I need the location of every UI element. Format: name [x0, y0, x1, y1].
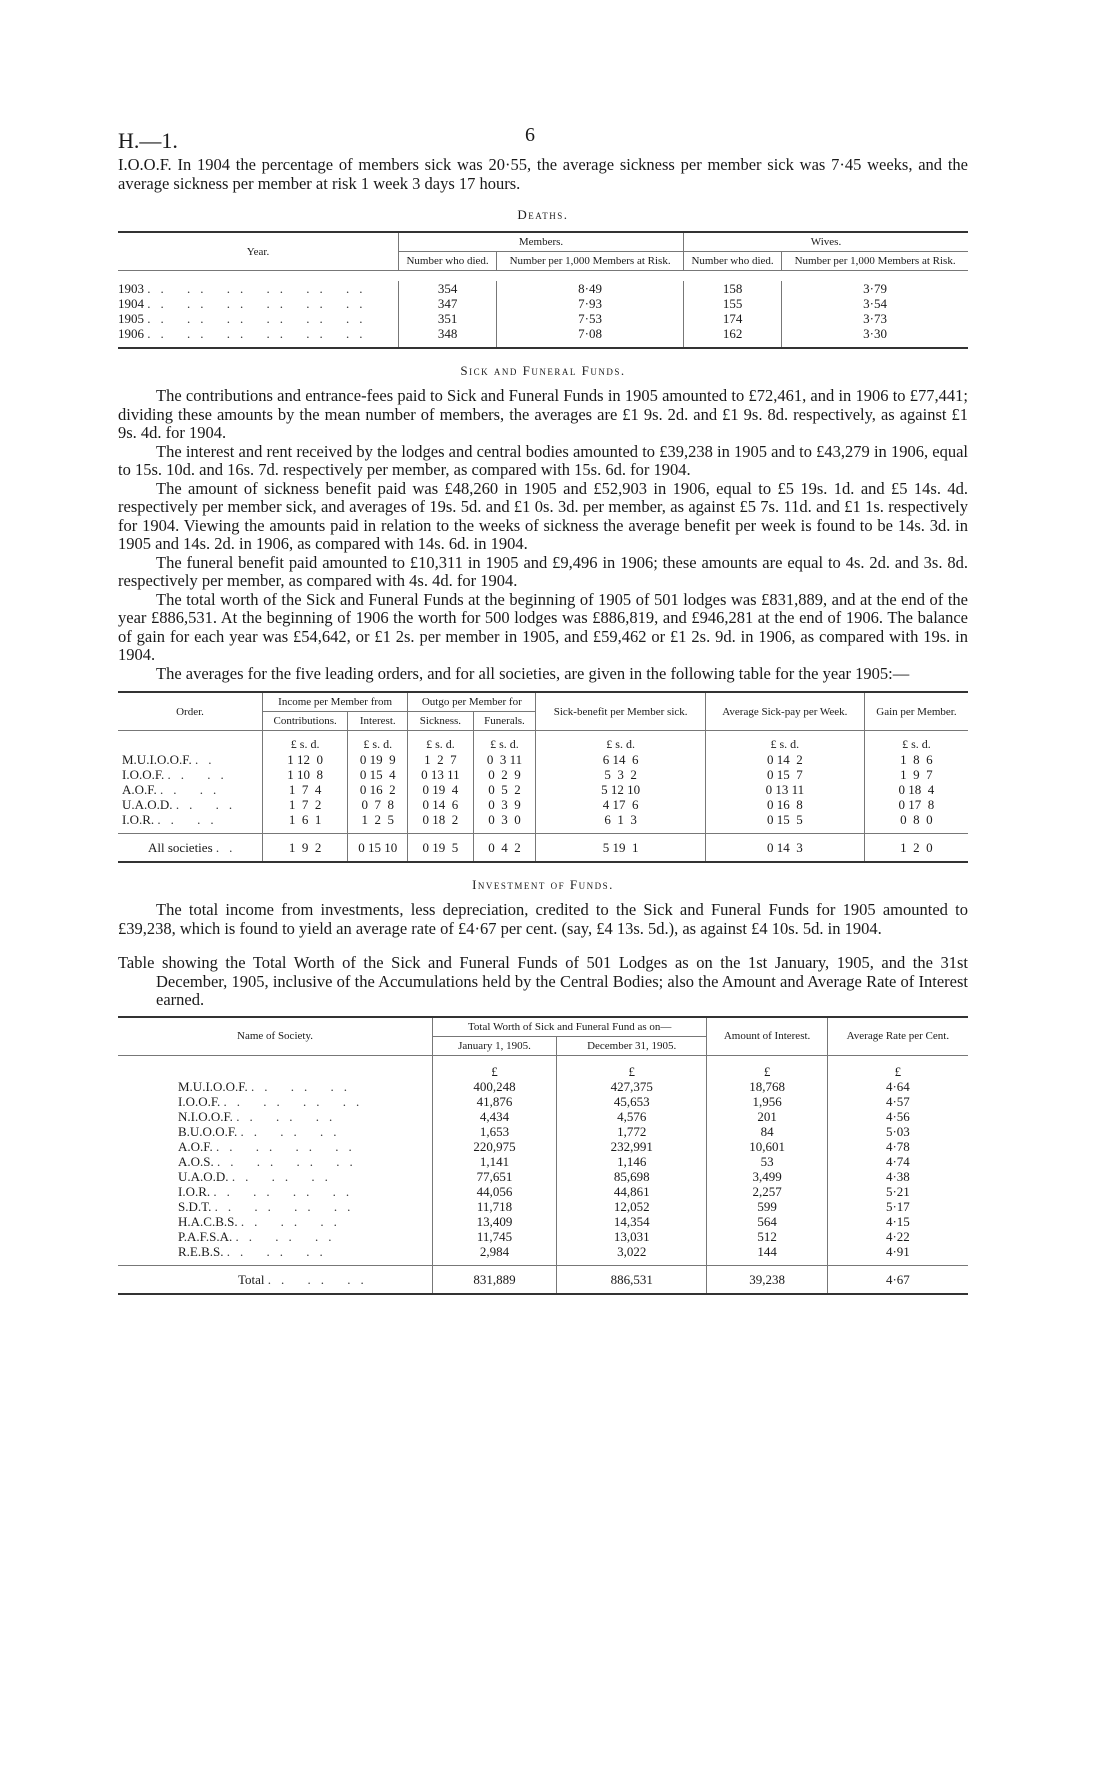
document-reference: H.—1.	[118, 128, 178, 153]
col-sickbenefit: Sick-benefit per Member sick.	[536, 692, 706, 731]
col-gain: Gain per Member.	[864, 692, 968, 731]
table-row: R.E.B.S. .. .. .. 2,984 3,022 144 4·91	[118, 1244, 968, 1266]
col-society: Name of Society.	[237, 1030, 313, 1042]
table-row: 1906 .. .. .. .. .. .. 348 7·08 162 3·30	[118, 326, 968, 348]
lsd-header-row: £ s. d. £ s. d. £ s. d. £ s. d. £ s. d. £ s. d. £ s. d.	[118, 731, 968, 753]
total-row: Total .. .. .. 831,889 886,531 39,238 4·67	[118, 1265, 968, 1294]
sick-funeral-paragraph: The amount of sickness benefit paid was £48,260 in 1905 and £52,903 in 1906, equal to £5 19s. 1d. and £5 14s. 4d. respectively per member sick, and averages of 19s. 5d. and £1 0s. 3d. per member, as against £5 7s. 11d. and £1 1s. respectively for 1904. Viewing the amounts paid in relation to the weeks of sickness the average benefit per week is found to be 14s. 3d. in 1905 and 14s. 2d. in 1906, as compared with 14s. 6d. in 1904.	[118, 478, 968, 553]
col-order: Order.	[176, 705, 204, 718]
col-january: January 1, 1905.	[433, 1036, 557, 1055]
page-header	[118, 110, 968, 153]
table-row: A.O.S. .. .. .. .. 1,141 1,146 53 4·74	[118, 1154, 968, 1169]
worth-table	[118, 1016, 968, 1295]
table-row: I.O.R. .. .. .. .. 44,056 44,861 2,257 5·21	[118, 1184, 968, 1199]
col-members-died: Number who died.	[399, 252, 497, 271]
table-row: S.D.T. .. .. .. .. 11,718 12,052 599 5·17	[118, 1199, 968, 1214]
col-total-worth: Total Worth of Sick and Funeral Fund as on—	[433, 1017, 707, 1037]
table-row: I.O.O.F. .. .. .. .. 41,876 45,653 1,956 4·57	[118, 1094, 968, 1109]
table-row: P.A.F.S.A. .. .. .. 11,745 13,031 512 4·22	[118, 1229, 968, 1244]
col-sickness: Sickness.	[408, 712, 473, 731]
unit-row: £ £ £ £	[118, 1055, 968, 1079]
col-income: Income per Member from	[263, 692, 408, 712]
table-row: A.O.F. .. .. 1 7 4 0 16 2 0 19 4 0 5 2 5 12 10 0 13 11 0 18 4	[118, 782, 968, 797]
table-row: I.O.O.F. .. .. 1 10 8 0 15 4 0 13 11 0 2 9 5 3 2 0 15 7 1 9 7	[118, 767, 968, 782]
col-outgo: Outgo per Member for	[408, 692, 536, 712]
table-row: U.A.O.D. .. .. .. 77,651 85,698 3,499 4·38	[118, 1169, 968, 1184]
col-december: December 31, 1905.	[557, 1036, 707, 1055]
table-row: B.U.O.O.F. .. .. .. 1,653 1,772 84 5·03	[118, 1124, 968, 1139]
table-row: A.O.F. .. .. .. .. 220,975 232,991 10,601 4·78	[118, 1139, 968, 1154]
col-wives-died: Number who died.	[684, 252, 782, 271]
sick-funeral-title: Sick and Funeral Funds.	[460, 363, 626, 378]
total-row: All societies .. 1 9 2 0 15 10 0 19 5 0 4 2 5 19 1 0 14 3 1 2 0	[118, 834, 968, 863]
page-number: 6	[525, 124, 535, 146]
table-caption: Table showing the Total Worth of the Sick and Funeral Funds of 501 Lodges as on the 1st January, 1905, and the 31st December, 1905, inclusive of the Accumulations held by the Central Bodies; also the Amount and Average Rate of Interest earned.	[118, 953, 968, 1009]
document-page	[118, 110, 968, 1295]
col-interest: Interest.	[348, 712, 408, 731]
col-average-rate: Average Rate per Cent.	[827, 1017, 968, 1056]
col-funerals: Funerals.	[473, 712, 536, 731]
investment-paragraph: The total income from investments, less depreciation, credited to the Sick and Funeral Funds for 1905 amounted to £39,238, which is found to yield an average rate of £4·67 per cent. (say, £4 13s. 5d.), as against £4 10s. 5d. in 1904.	[118, 900, 968, 938]
sick-funeral-paragraph: The total worth of the Sick and Funeral Funds at the beginning of 1905 of 501 lodges was £831,889, and at the end of the year £886,531. At the beginning of 1906 the worth for 500 lodges was £886,819, and £946,281 at the end of 1906. The balance of gain for each year was £54,642, or £1 2s. per member in 1905, and £59,462 or £1 2s. 9d. in 1906, as compared with 19s. in 1904.	[118, 589, 968, 664]
sick-funeral-paragraph: The averages for the five leading orders, and for all societies, are given in the following table for the year 1905:—	[156, 663, 910, 683]
table-row: 1905 .. .. .. .. .. .. 351 7·53 174 3·73	[118, 311, 968, 326]
col-wives-per1000: Number per 1,000 Members at Risk.	[782, 252, 968, 271]
col-contributions: Contributions.	[263, 712, 348, 731]
col-wives: Wives.	[684, 232, 968, 252]
averages-table	[118, 691, 968, 863]
deaths-table	[118, 231, 968, 349]
sick-funeral-paragraph: The interest and rent received by the lodges and central bodies amounted to £39,238 in 1905 and to £43,279 in 1906, equal to 15s. 10d. and 16s. 7d. respectively per member, as compared with 15s. 6d. for 1904.	[118, 441, 968, 479]
investment-title: Investment of Funds.	[472, 877, 614, 892]
sick-funeral-paragraph: The contributions and entrance-fees paid to Sick and Funeral Funds in 1905 amounted to £72,461, and in 1906 to £77,441; dividing these amounts by the mean number of members, the averages are £1 9s. 2d. and £1 9s. 8d. respectively, as against £1 9s. 4d. for 1904.	[118, 386, 968, 442]
table-row: 1904 .. .. .. .. .. .. 347 7·93 155 3·54	[118, 296, 968, 311]
deaths-title: Deaths.	[517, 207, 569, 222]
intro-paragraph: I.O.O.F. In 1904 the percentage of members sick was 20·55, the average sickness per member sick was 7·45 weeks, and the average sickness per member at risk 1 week 3 days 17 hours.	[118, 155, 968, 193]
col-members: Members.	[399, 232, 684, 252]
table-row: I.O.R. .. .. 1 6 1 1 2 5 0 18 2 0 3 0 6 1 3 0 15 5 0 8 0	[118, 812, 968, 834]
table-row: N.I.O.O.F. .. .. .. 4,434 4,576 201 4·56	[118, 1109, 968, 1124]
table-row: 1903 .. .. .. .. .. .. 354 8·49 158 3·79	[118, 281, 968, 296]
col-avgsick: Average Sick-pay per Week.	[705, 692, 864, 731]
col-year: Year.	[246, 245, 270, 258]
sick-funeral-paragraph: The funeral benefit paid amounted to £10,311 in 1905 and £9,496 in 1906; these amounts are equal to 4s. 2d. and 3s. 8d. respectively per member, as compared with 4s. 4d. for 1904.	[118, 552, 968, 590]
table-row: M.U.I.O.O.F. .. 1 12 0 0 19 9 1 2 7 0 3 11 6 14 6 0 14 2 1 8 6	[118, 752, 968, 767]
table-row: M.U.I.O.O.F. .. .. .. 400,248 427,375 18,768 4·64	[118, 1079, 968, 1094]
table-row: U.A.O.D. .. .. 1 7 2 0 7 8 0 14 6 0 3 9 4 17 6 0 16 8 0 17 8	[118, 797, 968, 812]
col-members-per1000: Number per 1,000 Members at Risk.	[497, 252, 684, 271]
table-row: H.A.C.B.S. .. .. .. 13,409 14,354 564 4·15	[118, 1214, 968, 1229]
col-amount-interest: Amount of Interest.	[707, 1017, 827, 1056]
